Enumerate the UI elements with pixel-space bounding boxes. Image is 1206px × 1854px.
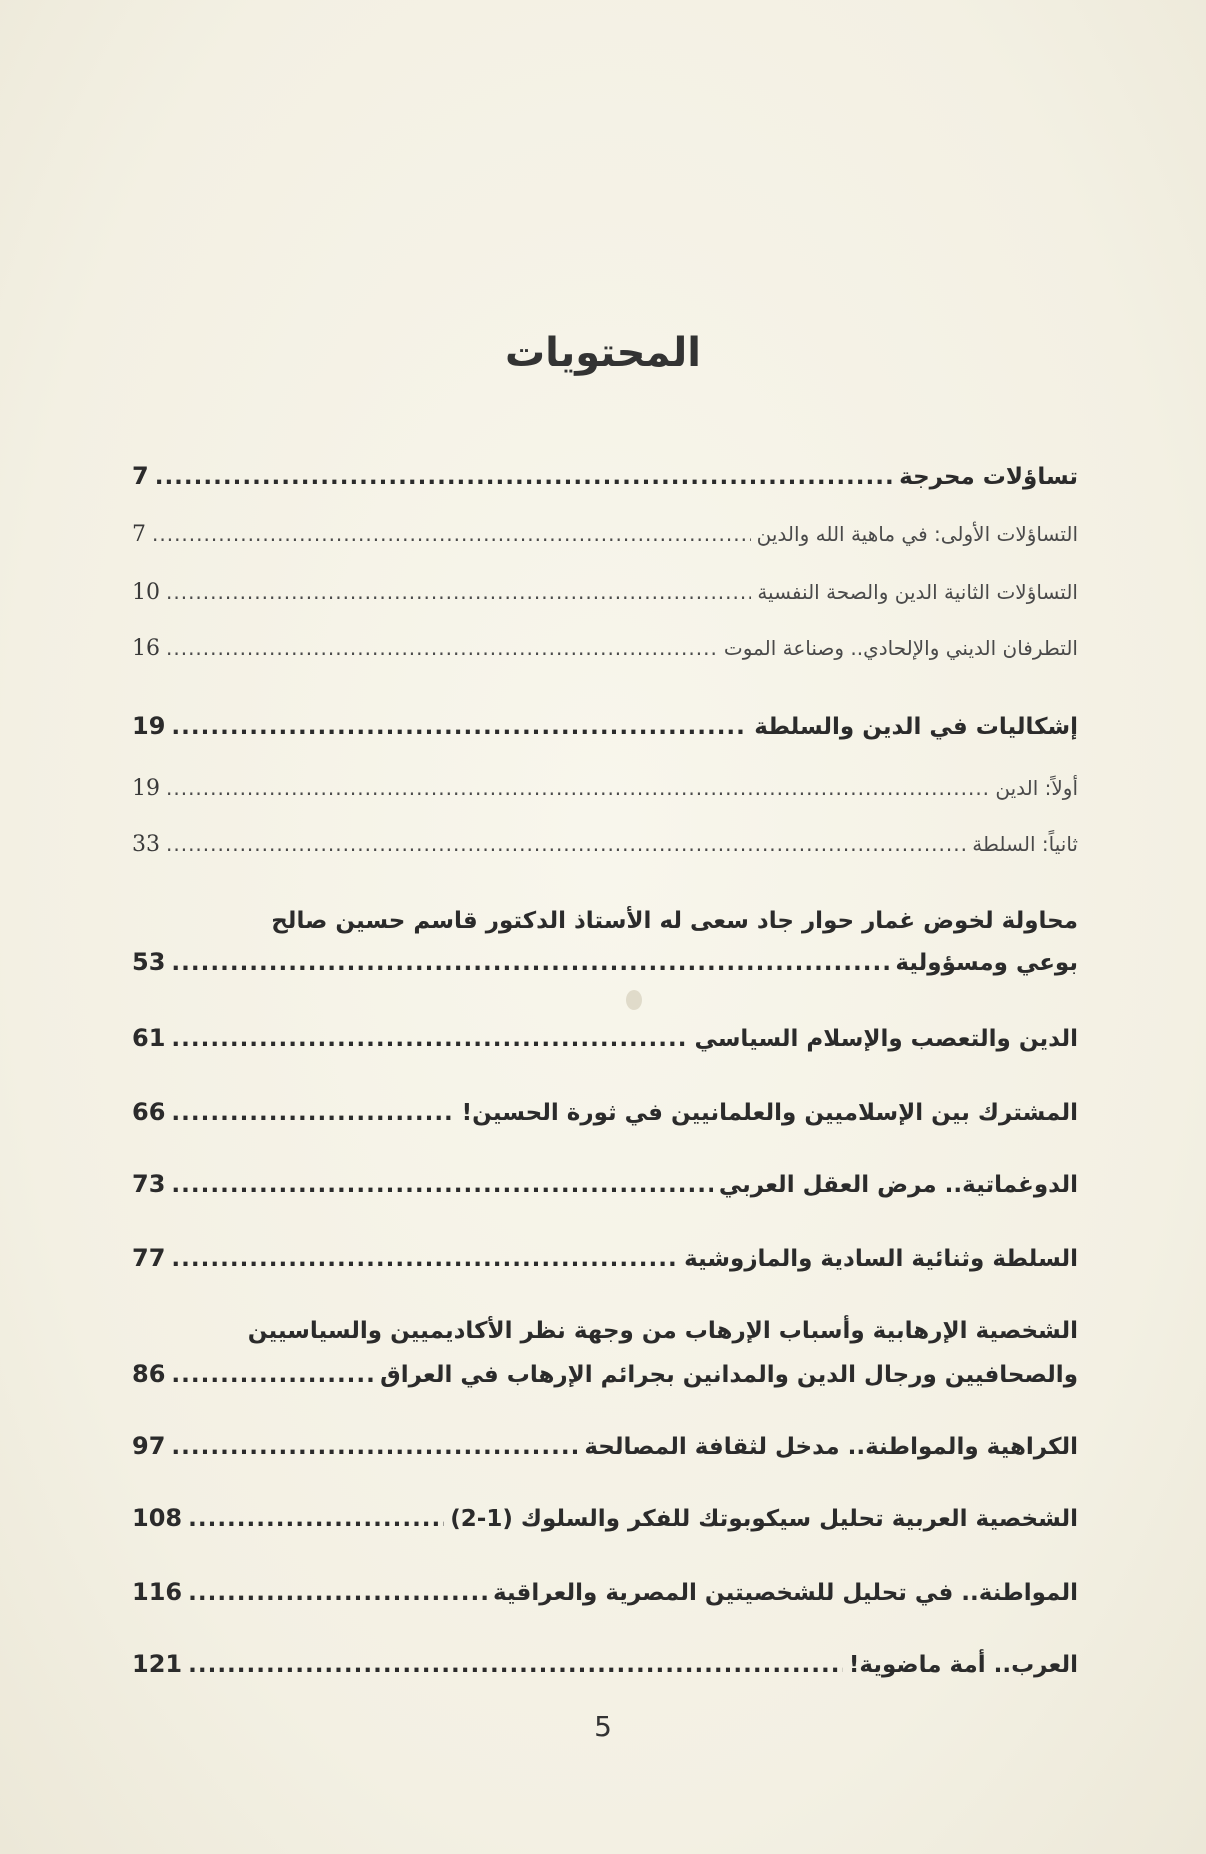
- toc-entry-title: بوعي ومسؤولية: [895, 950, 1078, 976]
- toc-page-number: 33: [132, 832, 160, 857]
- toc-entry-title: الدين والتعصب والإسلام السياسي: [694, 1026, 1078, 1052]
- toc-page-number: 19: [132, 712, 166, 740]
- toc-page-number: 121: [132, 1650, 183, 1678]
- toc-page-number: 16: [132, 636, 160, 661]
- toc-entry: [132, 1432, 1078, 1460]
- toc-entry-title: الكراهية والمواطنة.. مدخل لثقافة المصالحة: [584, 1434, 1078, 1460]
- toc-subentry: [132, 636, 1078, 661]
- toc-page-number: 53: [132, 948, 166, 976]
- toc-entry-title: ثانياً: السلطة: [972, 832, 1078, 856]
- leader-dots: [171, 1362, 374, 1388]
- leader-dots: [171, 714, 748, 740]
- toc-entry-title: أولاً: الدين: [995, 776, 1078, 800]
- toc-page-number: 97: [132, 1432, 166, 1460]
- toc-entry-title: تساؤلات محرجة: [899, 464, 1078, 490]
- toc-entry: [132, 1170, 1078, 1198]
- leader-dots: [166, 776, 989, 800]
- leader-dots: [155, 464, 893, 490]
- toc-page-number: 77: [132, 1244, 166, 1272]
- page-number: 5: [594, 1710, 612, 1743]
- paper-smudge: [626, 990, 642, 1010]
- toc-entry: [132, 1504, 1078, 1532]
- leader-dots: [166, 636, 718, 660]
- leader-dots: [188, 1652, 843, 1678]
- toc-page-number: 10: [132, 580, 160, 605]
- toc-entry-title: العرب.. أمة ماضوية!: [848, 1652, 1078, 1678]
- toc-entry-title: السلطة وثنائية السادية والمازوشية: [684, 1246, 1078, 1272]
- toc-page-number: 19: [132, 776, 160, 801]
- toc-page-number: 7: [132, 522, 146, 547]
- leader-dots: [166, 832, 966, 856]
- toc-entry-title-line1: الشخصية الإرهابية وأسباب الإرهاب من وجهة نظر الأكاديميين والسياسيين: [247, 1318, 1078, 1344]
- toc-entry: [132, 1244, 1078, 1272]
- toc-page-number: 86: [132, 1360, 166, 1388]
- toc-entry: [132, 1098, 1078, 1126]
- toc-entry-title: إشكاليات في الدين والسلطة: [754, 714, 1078, 740]
- toc-entry-title: والصحافيين ورجال الدين والمدانين بجرائم الإرهاب في العراق: [380, 1362, 1078, 1388]
- leader-dots: [152, 522, 751, 546]
- toc-page-number: 66: [132, 1098, 166, 1126]
- toc-page-number: 7: [132, 462, 149, 490]
- toc-entry-title: التطرفان الديني والإلحادي.. وصناعة الموت: [723, 636, 1078, 660]
- toc-page-number: 116: [132, 1578, 183, 1606]
- toc-entry-title: المواطنة.. في تحليل للشخصيتين المصرية والعراقية: [492, 1580, 1078, 1606]
- toc-entry: [132, 712, 1078, 740]
- leader-dots: [171, 1246, 678, 1272]
- toc-entry: [132, 462, 1078, 490]
- toc-entry: [132, 948, 1078, 976]
- leader-dots: [188, 1506, 444, 1532]
- toc-entry-title: التساؤلات الأولى: في ماهية الله والدين: [756, 522, 1078, 546]
- leader-dots: [171, 1434, 578, 1460]
- page-title: المحتويات: [504, 330, 701, 376]
- leader-dots: [171, 1026, 688, 1052]
- toc-entry-title: الدوغماتية.. مرض العقل العربي: [718, 1172, 1078, 1198]
- toc-entry: [132, 1578, 1078, 1606]
- leader-dots: [171, 950, 889, 976]
- toc-page-number: 61: [132, 1024, 166, 1052]
- toc-entry-title: التساؤلات الثانية الدين والصحة النفسية: [757, 580, 1078, 604]
- toc-page-number: 108: [132, 1504, 183, 1532]
- toc-entry: [132, 1650, 1078, 1678]
- leader-dots: [166, 580, 751, 604]
- toc-entry-title-line1: محاولة لخوض غمار حوار جاد سعى له الأستاذ الدكتور قاسم حسين صالح: [271, 908, 1078, 934]
- leader-dots: [188, 1580, 487, 1606]
- table-of-contents: [132, 0, 1078, 1854]
- toc-entry-title: الشخصية العربية تحليل سيكوبوتك للفكر والسلوك (1-2): [450, 1506, 1078, 1532]
- toc-subentry: [132, 580, 1078, 605]
- toc-entry: [132, 1024, 1078, 1052]
- toc-entry: [132, 1360, 1078, 1388]
- toc-subentry: [132, 522, 1078, 547]
- leader-dots: [171, 1100, 455, 1126]
- toc-subentry: [132, 776, 1078, 801]
- toc-page-number: 73: [132, 1170, 166, 1198]
- leader-dots: [171, 1172, 712, 1198]
- toc-subentry: [132, 832, 1078, 857]
- toc-entry-title: المشترك بين الإسلاميين والعلمانيين في ثورة الحسين!: [461, 1100, 1078, 1126]
